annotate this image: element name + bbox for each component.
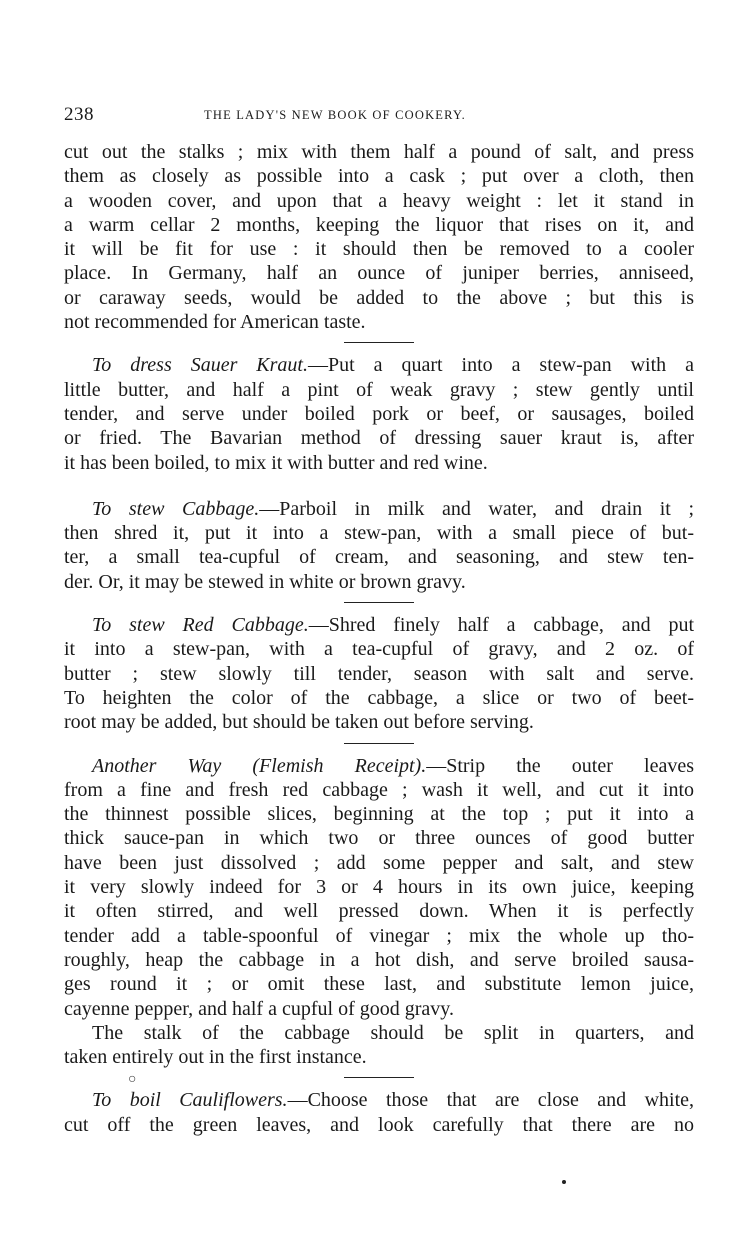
text-line xyxy=(64,353,694,377)
text-line: place. In Germany, half an ounce of juniper berries, anniseed, xyxy=(64,262,694,285)
paragraph-boil-cauliflowers xyxy=(64,1088,694,1137)
text-line: The stalk of the cabbage should be split in quarters, and xyxy=(92,1021,694,1044)
paragraph-dress-sauer-kraut xyxy=(64,353,694,474)
paragraph-flemish-receipt xyxy=(64,754,694,1070)
text-line: taken entirely out in the first instance. xyxy=(64,1046,367,1069)
running-head: THE LADY'S NEW BOOK OF COOKERY. xyxy=(204,108,466,122)
text-line: or caraway seeds, would be added to the above ; but this is xyxy=(64,286,694,309)
text-line: roughly, heap the cabbage in a hot dish, and serve broiled sausa- xyxy=(64,948,694,971)
text-line: ges round it ; or omit these last, and substitute lemon juice, xyxy=(64,973,694,996)
text-fragment: —Choose those that are close and white, xyxy=(287,1089,694,1112)
text-line xyxy=(64,497,694,521)
text-line: root may be added, but should be taken out before serving. xyxy=(64,711,534,734)
text-line: or fried. The Bavarian method of dressing sauer kraut is, after xyxy=(64,427,694,450)
text-line: a warm cellar 2 months, keeping the liquor that rises on it, and xyxy=(64,213,694,236)
recipe-title: Another Way (Flemish Receipt). xyxy=(92,754,427,777)
page-header xyxy=(64,104,694,128)
text-line: it will be fit for use : it should then be removed to a cooler xyxy=(64,238,694,261)
text-line: little butter, and half a pint of weak gravy ; stew gently until xyxy=(64,378,694,401)
page-number: 238 xyxy=(64,104,94,125)
section-divider xyxy=(344,602,414,603)
section-divider xyxy=(344,1077,414,1078)
text-line: it has been boiled, to mix it with butter and red wine. xyxy=(64,451,488,474)
text-line: der. Or, it may be stewed in white or brown gravy. xyxy=(64,570,466,593)
text-fragment: —Strip the outer leaves xyxy=(426,754,694,777)
text-line: butter ; stew slowly till tender, season with salt and serve. xyxy=(64,662,694,685)
text-fragment: —Parboil in milk and water, and drain it ; xyxy=(259,497,694,520)
text-line: from a fine and fresh red cabbage ; wash it well, and cut it into xyxy=(64,778,694,801)
text-line: cayenne pepper, and half a cupful of good gravy. xyxy=(64,997,454,1020)
text-line: then shred it, put it into a stew-pan, with a small piece of but- xyxy=(64,522,694,545)
text-line xyxy=(64,1088,694,1112)
recipe-title: To stew Red Cabbage. xyxy=(92,614,309,637)
ink-dot xyxy=(562,1180,566,1184)
text-line: them as closely as possible into a cask ; put over a cloth, then xyxy=(64,165,694,188)
text-line: have been just dissolved ; add some pepper and salt, and stew xyxy=(64,851,694,874)
text-line: thick sauce-pan in which two or three ounces of good butter xyxy=(64,827,694,850)
text-line: cut out the stalks ; mix with them half a pound of salt, and press xyxy=(64,141,694,163)
paragraph-stew-red-cabbage xyxy=(64,613,694,734)
text-line xyxy=(64,754,694,778)
text-line: ter, a small tea-cupful of cream, and seasoning, and stew ten- xyxy=(64,546,694,569)
text-line: tender, and serve under boiled pork or beef, or sausages, boiled xyxy=(64,402,694,425)
text-line: not recommended for American taste. xyxy=(64,311,366,334)
text-line: tender add a table-spoonful of vinegar ; mix the whole up tho- xyxy=(64,924,694,947)
paragraph-stew-cabbage xyxy=(64,497,694,594)
section-divider xyxy=(344,342,414,343)
text-line xyxy=(64,613,694,637)
text-line: it very slowly indeed for 3 or 4 hours in its own juice, keeping xyxy=(64,876,694,899)
recipe-title: To stew Cabbage. xyxy=(92,497,260,520)
ink-mark: ○ xyxy=(128,1072,137,1087)
paragraph-gap xyxy=(64,475,694,497)
text-line: a wooden cover, and upon that a heavy weight : let it stand in xyxy=(64,189,694,212)
recipe-title: To dress Sauer Kraut. xyxy=(92,354,308,377)
text-line: the thinnest possible slices, beginning at the top ; put it into a xyxy=(64,803,694,826)
paragraph-sauerkraut-continued xyxy=(64,140,694,334)
text-line: it often stirred, and well pressed down. When it is perfectly xyxy=(64,900,694,923)
recipe-title: To boil Cauliflowers. xyxy=(92,1089,288,1112)
text-fragment: —Put a quart into a stew-pan with a xyxy=(308,354,694,377)
text-line: it into a stew-pan, with a tea-cupful of gravy, and 2 oz. of xyxy=(64,638,694,661)
text-line: cut off the green leaves, and look carefully that there are no xyxy=(64,1113,694,1136)
text-fragment: —Shred finely half a cabbage, and put xyxy=(308,614,694,637)
section-divider xyxy=(344,743,414,744)
text-line: To heighten the color of the cabbage, a slice or two of beet- xyxy=(64,686,694,709)
body-text xyxy=(64,140,694,1137)
